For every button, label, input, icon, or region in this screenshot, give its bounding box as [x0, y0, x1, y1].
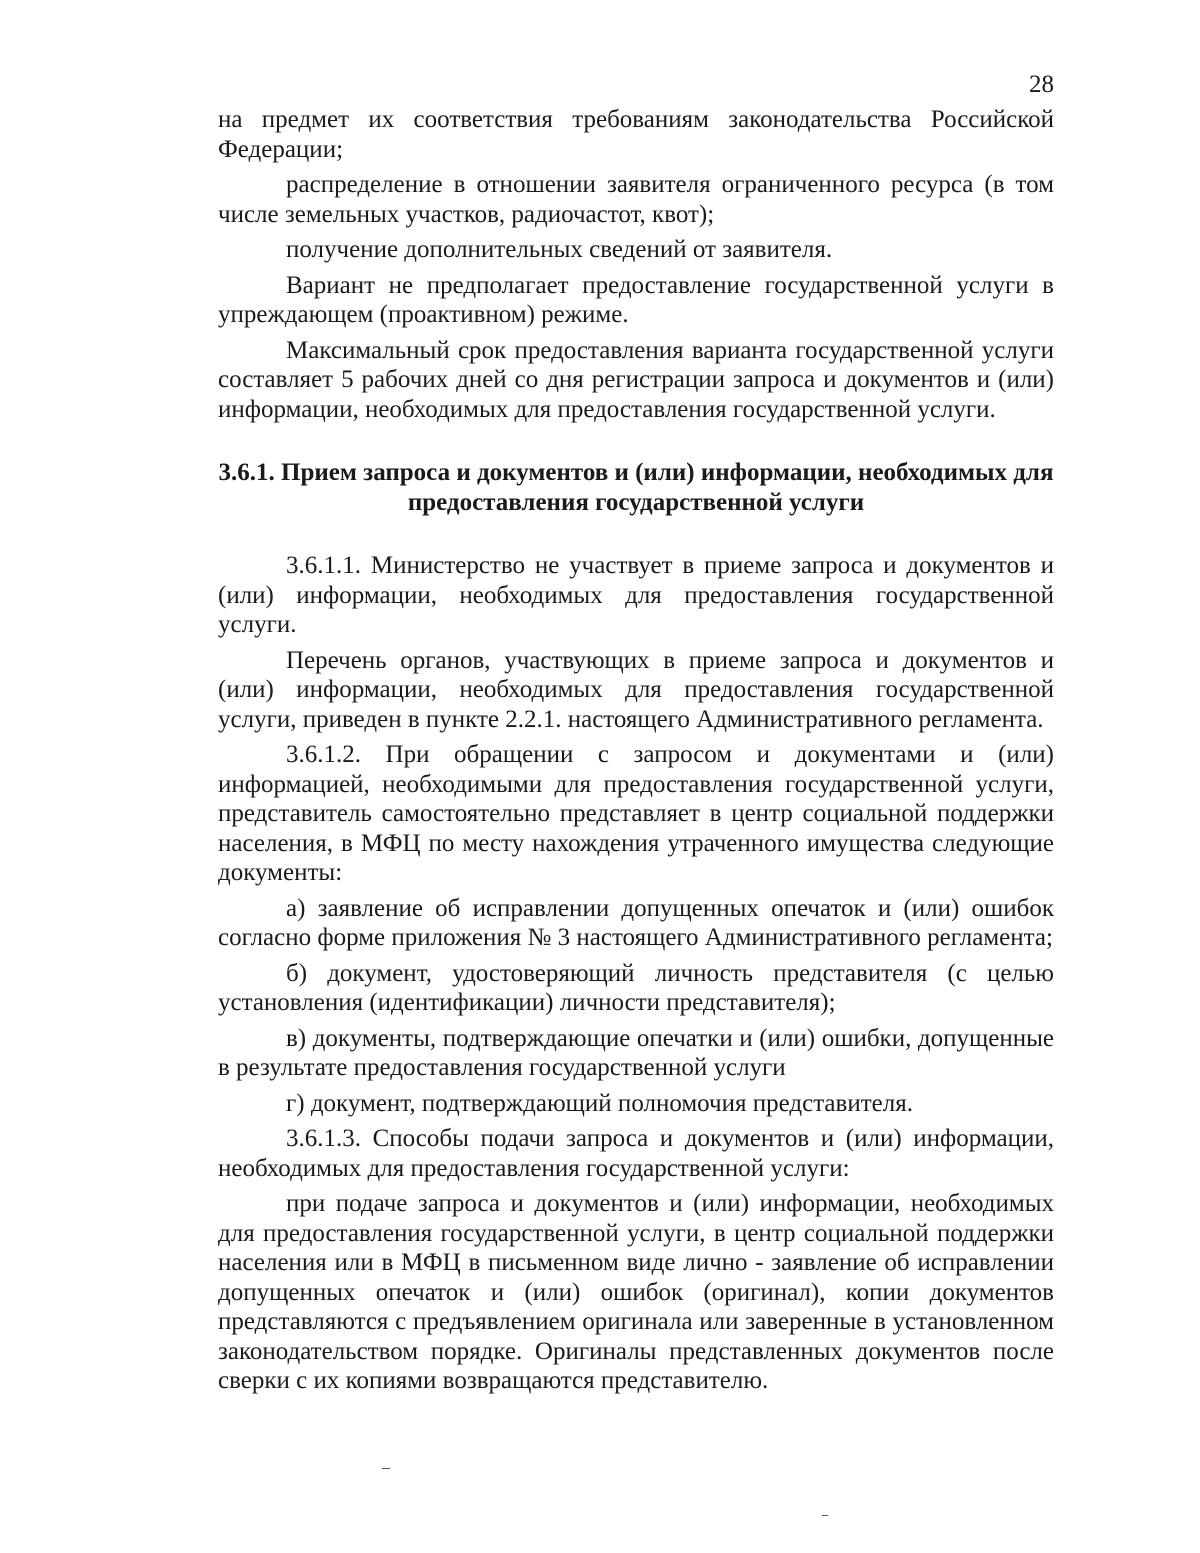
paragraph-additional-info: получение дополнительных сведений от заявителя. — [286, 236, 833, 263]
paragraph-submission-method: при подаче запроса и документов и (или) информации, необходимых для предоставления государственной услуги, в центр социальной поддержки населения или в МФЦ в письменном виде лично - заявление об исправлении допущенных опечаток и (или) ошибок (оригинал), копии документов представляются с предъявлением оригинала или заверенные в установленном законодательством порядке. Оригиналы представленных документов после сверки с их копиями возвращаются представителю. — [218, 1190, 1054, 1394]
page-number: 28 — [1029, 71, 1054, 98]
paragraph-3-6-1-3: 3.6.1.3. Способы подачи запроса и документов и (или) информации, необходимых для предоставления государственной услуги: — [218, 1125, 1054, 1182]
paragraph-3-6-1-1: 3.6.1.1. Министерство не участвует в приеме запроса и документов и (или) информации, необходимых для предоставления государственной услуги. — [218, 552, 1054, 638]
paragraph-proactive: Вариант не предполагает предоставление государственной услуги в упреждающем (проактивном) режиме. — [218, 271, 1054, 328]
scan-speck — [822, 1515, 828, 1516]
list-item-a: а) заявление об исправлении допущенных опечаток и (или) ошибок согласно форме приложения № 3 настоящего Административного регламента; — [218, 894, 1054, 951]
list-item-g: г) документ, подтверждающий полномочия представителя. — [286, 1089, 913, 1117]
paragraph-organs-list: Перечень органов, участвующих в приеме запроса и документов и (или) информации, необходимых для предоставления государственной услуги, приведен в пункте 2.2.1. настоящего Административного регламента. — [218, 646, 1054, 733]
scan-speck — [382, 1468, 390, 1469]
section-heading: 3.6.1. Прием запроса и документов и (или) информации, необходимых для предоставления государственной услуги — [218, 459, 1054, 516]
paragraph-continuation: на предмет их соответствия требованиям законодательства Российской Федерации; — [218, 106, 1054, 163]
document-body — [218, 105, 1054, 1396]
paragraph-max-term: Максимальный срок предоставления варианта государственной услуги составляет 5 рабочих дней со дня регистрации запроса и документов и (или) информации, необходимых для предоставления государственной услуги. — [218, 336, 1054, 423]
paragraph-resource: распределение в отношении заявителя ограниченного ресурса (в том числе земельных участков, радиочастот, квот); — [218, 171, 1054, 228]
paragraph-3-6-1-2: 3.6.1.2. При обращении с запросом и документами и (или) информацией, необходимыми для предоставления государственной услуги, представитель самостоятельно представляет в центр социальной поддержки населения, в МФЦ по месту нахождения утраченного имущества следующие документы: — [218, 741, 1054, 886]
list-item-b: б) документ, удостоверяющий личность представителя (с целью установления (идентификации) личности представителя); — [218, 959, 1054, 1016]
list-item-v: в) документы, подтверждающие опечатки и (или) ошибки, допущенные в результате предоставления государственной услуги — [218, 1024, 1054, 1081]
